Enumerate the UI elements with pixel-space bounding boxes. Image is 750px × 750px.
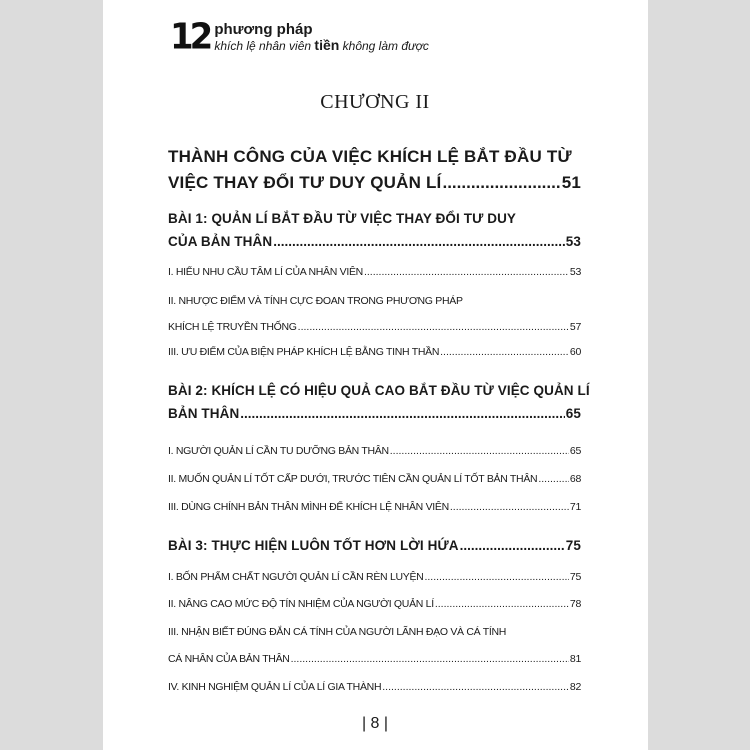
toc-text: I. BỐN PHẨM CHẤT NGƯỜI QUẢN LÍ CẦN RÈN LUYỆN <box>168 571 424 583</box>
logo-line2-post: không làm được <box>342 38 429 53</box>
toc-page: 81 <box>569 653 581 665</box>
logo-line2-pre: khích lệ nhân viên <box>214 38 312 53</box>
toc-item[interactable] <box>168 598 581 610</box>
toc-text: THÀNH CÔNG CỦA VIỆC KHÍCH LỆ BẮT ĐẦU TỪ <box>168 147 572 166</box>
toc-page: 53 <box>565 234 581 249</box>
toc-page: 53 <box>569 266 581 278</box>
toc-page: 75 <box>569 571 581 583</box>
toc-page: 57 <box>569 321 581 333</box>
dot-leader <box>291 653 569 665</box>
toc-item[interactable] <box>168 445 581 457</box>
toc-text: CỦA BẢN THÂN <box>168 234 273 249</box>
page-number: | 8 | <box>361 715 389 732</box>
toc-item[interactable] <box>168 571 581 583</box>
toc-item[interactable] <box>168 681 581 693</box>
toc-page: 82 <box>569 681 581 693</box>
toc-text: BÀI 2: KHÍCH LỆ CÓ HIỆU QUẢ CAO BẮT ĐẦU TỪ VIỆC QUẢN LÍ <box>168 383 590 398</box>
toc-text: CÁ NHÂN CỦA BẢN THÂN <box>168 653 290 665</box>
toc-item[interactable] <box>168 473 581 485</box>
toc-text: I. NGƯỜI QUẢN LÍ CẦN TU DƯỠNG BẢN THÂN <box>168 445 389 457</box>
toc-item[interactable] <box>168 501 581 513</box>
toc-item-line1 <box>168 626 581 638</box>
toc-page: 78 <box>569 598 581 610</box>
toc-text: BÀI 3: THỰC HIỆN LUÔN TỐT HƠN LỜI HỨA <box>168 538 459 553</box>
dot-leader <box>435 598 569 610</box>
logo-line2-bold: tiền <box>314 36 340 53</box>
toc-bai3-entry[interactable] <box>168 538 581 553</box>
toc-page: 60 <box>569 346 581 358</box>
toc-page: 68 <box>569 473 581 485</box>
toc-main-line1 <box>168 147 581 167</box>
toc-item-line1 <box>168 295 581 307</box>
toc-page: 75 <box>565 538 581 553</box>
toc-bai2-line1 <box>168 383 590 398</box>
dot-leader <box>273 234 565 249</box>
toc-text: BÀI 1: QUẢN LÍ BẮT ĐẦU TỪ VIỆC THAY ĐỔI TƯ DUY <box>168 211 517 226</box>
toc-item[interactable] <box>168 346 581 358</box>
toc-page: 51 <box>561 173 581 192</box>
toc-text: IV. KINH NGHIỆM QUẢN LÍ CỦA LÍ GIA THÀNH <box>168 681 382 693</box>
dot-leader <box>538 473 569 485</box>
toc-text: II. MUỐN QUẢN LÍ TỐT CẤP DƯỚI, TRƯỚC TIÊN CẦN QUẢN LÍ TỐT BẢN THÂN <box>168 473 538 485</box>
toc-text: II. NÂNG CAO MỨC ĐỘ TÍN NHIỆM CỦA NGƯỜI QUẢN LÍ <box>168 598 434 610</box>
toc-page: 65 <box>569 445 581 457</box>
toc-text: III. DÙNG CHÍNH BẢN THÂN MÌNH ĐỂ KHÍCH LỆ NHÂN VIÊN <box>168 501 449 513</box>
toc-item[interactable] <box>168 321 581 333</box>
toc-text: III. ƯU ĐIỂM CỦA BIỆN PHÁP KHÍCH LỆ BẰNG TINH THẦN <box>168 346 440 358</box>
logo-line1: phương pháp <box>214 20 313 38</box>
toc-text: II. NHƯỢC ĐIỂM VÀ TÍNH CỰC ĐOAN TRONG PHƯƠNG PHÁP <box>168 295 463 307</box>
toc-text: BẢN THÂN <box>168 406 240 421</box>
toc-item[interactable] <box>168 653 581 665</box>
logo-number: 12 <box>170 16 210 59</box>
dot-leader <box>382 681 569 693</box>
toc-bai2-entry[interactable] <box>168 406 581 421</box>
toc-page: 65 <box>565 406 581 421</box>
book-logo <box>170 16 429 59</box>
toc-text: KHÍCH LỆ TRUYỀN THỐNG <box>168 321 297 333</box>
toc-bai1-entry[interactable] <box>168 234 581 249</box>
chapter-title: CHƯƠNG II <box>320 91 430 113</box>
toc-item[interactable] <box>168 266 581 278</box>
toc-page: 71 <box>569 501 581 513</box>
dot-leader <box>298 321 569 333</box>
toc-text: I. HIỂU NHU CẦU TÂM LÍ CỦA NHÂN VIÊN <box>168 266 363 278</box>
toc-text: III. NHẬN BIẾT ĐÚNG ĐẮN CÁ TÍNH CỦA NGƯỜI LÃNH ĐẠO VÀ CÁ TÍNH <box>168 626 507 638</box>
toc-text: VIỆC THAY ĐỔI TƯ DUY QUẢN LÍ <box>168 173 442 192</box>
dot-leader <box>460 538 565 553</box>
dot-leader <box>442 173 560 193</box>
dot-leader <box>240 406 564 421</box>
dot-leader <box>440 346 569 358</box>
dot-leader <box>424 571 568 583</box>
logo-line2 <box>214 38 429 53</box>
toc-main-entry[interactable] <box>168 173 581 193</box>
dot-leader <box>450 501 569 513</box>
toc-bai1-line1 <box>168 211 581 226</box>
dot-leader <box>390 445 569 457</box>
dot-leader <box>364 266 569 278</box>
